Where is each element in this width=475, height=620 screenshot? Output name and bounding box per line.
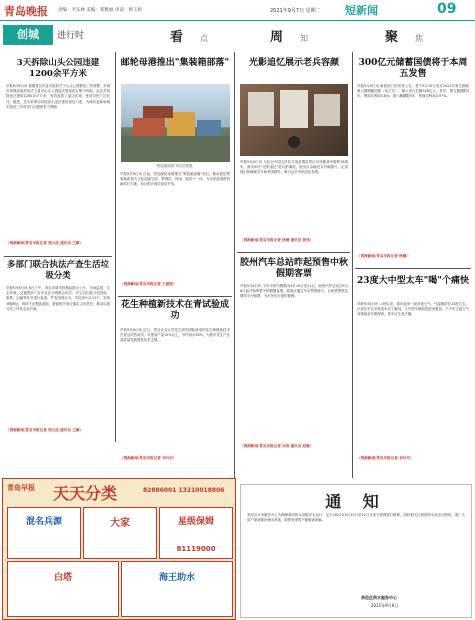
- article-divider: [118, 296, 232, 297]
- ad-cell-title: 海王助水: [158, 573, 195, 583]
- article-divider: [355, 268, 471, 269]
- banner-word-zhi: 知: [300, 34, 308, 43]
- ad-cell: [159, 507, 233, 559]
- ad-title: 天天分类: [53, 484, 118, 503]
- classified-ads-block: [2, 478, 236, 620]
- column-divider: [352, 52, 353, 478]
- article-body: 早报9月6日讯 日前，青岛邮轮母港推出"集装箱部落"项目，利用废旧集装箱改造为文化创意空间，集餐饮、休闲、展览于一体，为市民游客提供新的打卡地。项目预计国庆前后开放。: [120, 172, 230, 187]
- article-body: 早报9月6日讯 近日，青岛农业大学花生研究团队研发的花生种植新技术在青岛试验成功，可提高产量15%以上，节约用水30%，为我市花生产业高质量发展提供技术支撑。: [120, 328, 230, 343]
- masthead-rule: [0, 20, 475, 21]
- article-body: 早报9月6日讯 6日下午，青岛市城市管理局联合公安、市场监管、生态环境、交通等部门在市北区开展联合执法，对生活垃圾分类投放、收集、运输等环节进行检查，严查违规行为，共检查小区12个，发现问题8处，现场下达整改通知，督促相关单位落实主体责任，推动垃圾分类工作常态化开展。: [6, 286, 110, 311]
- banner-word-jiao: 焦: [415, 34, 423, 43]
- column-divider: [115, 52, 116, 442]
- article-divider: [237, 252, 350, 253]
- ad-cell-phone: 81119000: [176, 545, 216, 553]
- article-body: 早报9月6日讯 今年中秋节假期为9月19日至21日。胶州汽车总站自9月6日起开始预售中秋假期客票，旅客可通过车站售票窗口、自助售票机及网络平台购票，为市民出行提供便利。: [240, 284, 348, 299]
- photo-caption: "集装箱部落"项目效果图。: [155, 164, 196, 168]
- ad-cell-title: 混名兵源: [25, 517, 62, 527]
- notice-body: 李沧区水务服务中心为保障城市供水设施安全运行，定于2021年9月10日至12日对部分管网进行维修，届时相关区域将停水或水压降低，请广大用户提前做好储水准备，给您带来的不便敬请谅解。: [247, 513, 465, 523]
- article-title: 花生种植新技术在青试验成功: [120, 300, 229, 321]
- article-title: 3天拆除山头公园违建1200余平方米: [16, 58, 100, 79]
- ad-cell: [7, 507, 81, 559]
- article-source: （观海新闻/青岛早报记者 王淑贤）: [120, 282, 177, 286]
- veteran-portrait-exhibit: [240, 84, 348, 156]
- article-source: （观海新闻/青岛早报记者 刘丹丹）: [357, 456, 414, 460]
- notice-title: 通 知: [325, 492, 387, 511]
- notice-issuer: 李沧区供水服务中心: [361, 595, 397, 600]
- notice-date: 2021年9月6日: [371, 603, 399, 608]
- ad-cell: [121, 561, 233, 617]
- article-body: 早报9月6日讯 财政部日前发布公告，将于9月10日发行2021年第五期和第六期储蓄国债（电子式），最大发行总额300亿元。其中，第五期期限3年，票面年利率3.8%；第六期期限5年，票面年利率3.97%。: [357, 84, 469, 99]
- article-body: 早报9月6日讯 入秋以来，我市迎来一段凉爽天气，气温维持在23度左右。记者在市区多家洗车店了解到，大中型车辆清洗需求增加，不少车主趁天气凉爽给爱车做保养，洗车店生意火爆。: [357, 302, 469, 317]
- section-banner: [0, 22, 475, 50]
- ad-cell: [83, 507, 157, 559]
- article-photo: [240, 84, 348, 156]
- issue-date: 2021年9月7日 星期二: [270, 8, 321, 14]
- article-title: 23度大中型太车"喝"个痛快: [357, 276, 469, 286]
- masthead: [0, 0, 475, 20]
- page-number: 09: [437, 1, 457, 17]
- ad-phone: 82886001 13210018806: [143, 487, 225, 494]
- article-source: （观海新闻/青岛早报记者 杨健）: [357, 254, 410, 258]
- newspaper-logo: 青岛晚报: [4, 5, 48, 18]
- article-source: （观海新闻/青岛早报记者 吴涛 通讯员 赵敏）: [240, 444, 314, 448]
- banner-word-dian: 点: [200, 34, 208, 43]
- ad-cell-title: 白塔: [53, 573, 72, 583]
- article-body: 早报9月6日讯 根据青岛市委市政府关于山头公园整治工作部署，市城市管理局组织执法力量对山头公园违法建设进行集中拆除。此次共拆除违法建筑1200余平方米，有效改善了周边环境，受到市民广泛好评。据悉，近年来该局持续加大违法建设查处力度，为城市更新和城市建设三年攻坚行动提供有力保障。: [6, 84, 110, 109]
- section-name: 短新闻: [345, 4, 378, 17]
- article-photo: [121, 84, 230, 162]
- banner-word-ju: 聚: [385, 30, 399, 45]
- article-title: 胶州汽车总站昨起预售中秋假期客票: [240, 258, 349, 279]
- article-title: 300亿元储蓄国债将于本周五发售: [358, 58, 468, 79]
- banner-word-zhou: 周: [270, 30, 284, 45]
- ad-brand: 青岛早报: [7, 483, 35, 492]
- article-title: 多部门联合执法产查生活垃圾分类: [6, 260, 109, 281]
- article-source: （观海新闻/青岛早报记者 杨健 通讯员 张伟）: [240, 238, 314, 242]
- banner-word-kan: 看: [170, 30, 184, 45]
- ad-cell-title: 星级保姆: [177, 517, 214, 527]
- container-building-illustration: [121, 84, 230, 162]
- notice-box: [240, 484, 472, 618]
- article-source: （观海新闻/青岛早报记者 刘丹丹）: [120, 456, 177, 460]
- article-source: （观海新闻/青岛早报记者 郑元佳 通讯员 王颖）: [6, 428, 83, 432]
- ad-cell: [7, 561, 119, 617]
- chuangcheng-subtag: 进行时: [57, 31, 85, 41]
- editor-info: 责编：尹东林 美编：郑雅丽 审读：侯玉娟: [58, 8, 142, 13]
- chuangcheng-tag: 创城: [3, 25, 53, 45]
- column-divider: [234, 52, 235, 478]
- article-body: 早报9月6日讯 为纪念中国人民抗日战争暨世界反法西斯战争胜利76周年，我市举办"光影追忆"老兵影像展，展出百余幅老兵肖像照片，记录他们的峥嵘岁月和家国情怀，吸引众多市民前往参观。: [240, 160, 348, 175]
- ad-cell-title: 大家: [110, 518, 130, 529]
- article-divider: [4, 256, 112, 257]
- article-title: 光影追忆展示老兵容颜: [248, 58, 339, 68]
- article-source: （观海新闻/青岛早报记者 郑元佳 通讯员 王颖）: [6, 241, 83, 245]
- article-title: 邮轮母港推出"集装箱部落": [120, 58, 230, 68]
